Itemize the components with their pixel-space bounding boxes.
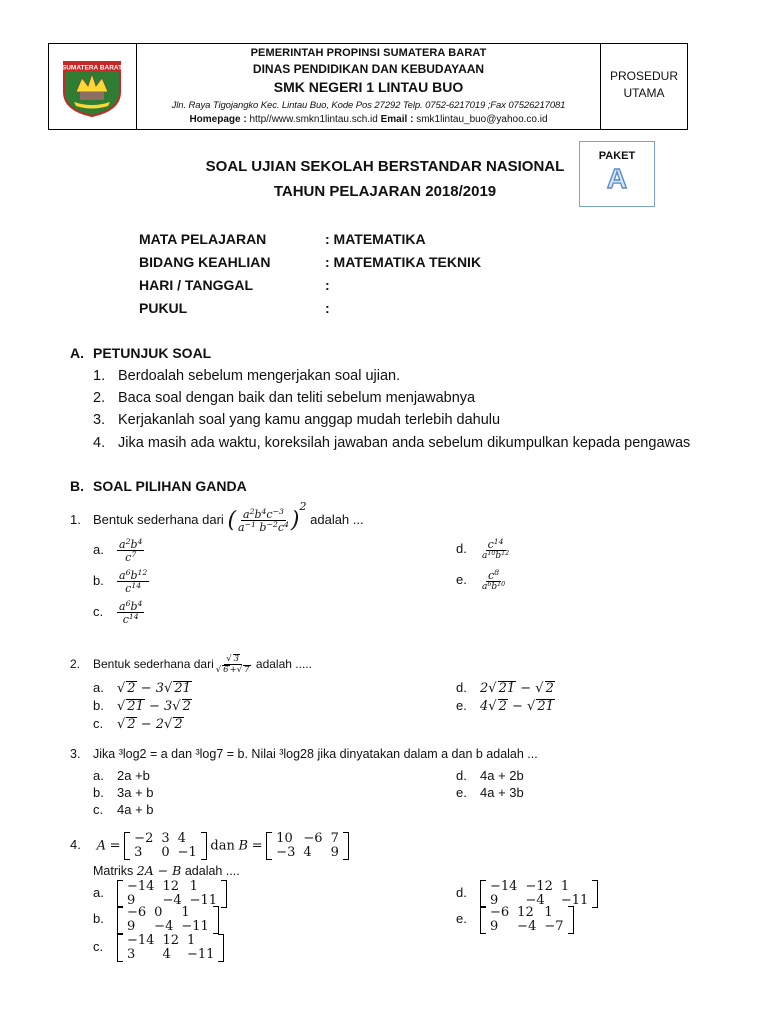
option-e[interactable]: e. −6 12 1 9 −4 −7 [456,906,574,934]
question-2 [70,654,312,676]
header-line2: DINAS PENDIDIKAN DAN KEBUDAYAAN [252,62,485,76]
option-letter: a. [93,768,104,783]
question-text: dan [210,838,235,854]
info-value: : [325,300,330,316]
info-label: HARI / TANGGAL [139,277,254,293]
instruction-item [93,412,500,428]
option-text: 2a +b [117,768,150,783]
option-e[interactable]: e. 4√ 2 − √ 21 [456,698,554,714]
section-b-heading [70,478,247,494]
option-letter: e. [456,785,467,800]
matrix-a: −2 3 4 3 0 −1 [124,832,207,860]
school-address: Jln. Raya Tigojangko Kec. Lintau Buo, Kode Pos 27292 Telp. 0752-6217019 ;Fax 07526217081 [171,100,566,111]
option-b[interactable]: b. √ 21 − 3√ 2 [93,698,191,714]
option-c[interactable]: c. √ 2 − 2√ 2 [93,716,183,732]
instruction-item [93,368,400,384]
option-text: 3a + b [117,785,154,800]
item-number: 3. [93,412,106,428]
section-a-heading [70,345,211,361]
contact-line [137,114,600,125]
info-value: : MATEMATIKA TEKNIK [325,254,482,270]
option-letter: d. [456,768,467,783]
email-link[interactable]: smk1lintau_buo@yahoo.co.id [416,114,548,125]
info-value: : MATEMATIKA [325,231,426,247]
section-letter: B. [70,478,84,494]
question-number: 1. [70,512,81,527]
option-e[interactable] [456,785,524,800]
option-d[interactable] [456,768,524,783]
question-4: 4. A = −2 3 4 3 0 −1 dan B = 10 −6 7 −3 4 9 [70,832,349,860]
math-expression: $\frac{√ 3}{√ 6+√ 7}$ [215,654,250,676]
option-c[interactable]: c. −14 12 1 3 4 −11 [93,934,224,962]
option-b[interactable]: b. $\frac{a^6b^{12}}{c^{14}}$ [93,568,148,596]
question-3 [70,747,538,761]
email-label: Email : [380,114,414,125]
logo-cell [49,44,137,129]
letterhead [48,43,688,130]
logo-text: SUMATERA BARAT [62,64,122,72]
paket-letter: A [606,163,628,194]
paket-label: PAKET [598,150,636,162]
info-label: BIDANG KEAHLIAN [139,254,271,270]
homepage-label: Homepage : [189,114,247,125]
option-a[interactable]: a. −14 12 1 9 −4 −11 [93,880,227,908]
question-4-subtext: Matriks 2A − B adalah .... [93,863,240,878]
item-text: Kerjakanlah soal yang kamu anggap mudah terlebih dahulu [118,412,501,428]
question-text: adalah .... [184,864,240,878]
option-letter: c. [93,802,104,817]
option-e[interactable]: e. $\frac{c^8}{a^6b^{10}}$ [456,568,506,593]
item-number: 1. [93,368,106,384]
question-1: 1. Bentuk sederhana dari ( $\frac{a^2b^4c^{-3}}{a^{-1} b^{-2}c^4}$ )$^2$ adalah ... [70,500,364,534]
section-letter: A. [70,345,84,361]
option-b[interactable] [93,785,154,800]
question-number: 3. [70,747,81,761]
exam-year: TAHUN PELAJARAN 2018/2019 [273,183,497,200]
question-text: adalah ..... [255,657,312,672]
option-a[interactable]: a. √ 2 − 3√ 21 [93,680,191,696]
option-d[interactable]: d. −14 −12 1 9 −4 −11 [456,880,598,908]
header-line1: PEMERINTAH PROPINSI SUMATERA BARAT [250,47,487,59]
procedure-cell [600,44,687,129]
math-expression: $\frac{a^2b^4c^{-3}}{a^{-1} b^{-2}c^4}$ [238,506,289,534]
section-title: PETUNJUK SOAL [93,345,212,361]
homepage-link[interactable]: http//www.smkn1lintau.sch.id [249,114,378,125]
question-number: 2. [70,657,81,672]
item-text: Berdoalah sebelum mengerjakan soal ujian. [118,368,401,384]
item-text: Jika masih ada waktu, koreksilah jawaban anda sebelum dikumpulkan kepada pengawas [118,435,691,451]
question-number: 4. [70,837,81,853]
sumatera-barat-logo-icon [62,56,122,118]
section-title: SOAL PILIHAN GANDA [93,478,247,494]
instruction-item [93,435,690,451]
option-b[interactable]: b. −6 0 1 9 −4 −11 [93,906,219,934]
matrix-b: 10 −6 7 −3 4 9 [266,832,349,860]
item-text: Baca soal dengan baik dan teliti sebelum menjawabnya [118,390,476,406]
question-text: Jika ³log2 = a dan ³log7 = b. Nilai ³log28 jika dinyatakan dalam a dan b adalah ... [93,747,538,761]
option-c[interactable]: c. $\frac{a^6b^4}{c^{14}}$ [93,599,143,627]
procedure-line1: PROSEDUR [609,69,678,83]
procedure-line2: UTAMA [623,86,665,100]
option-d[interactable]: d. 2√ 21 − √ 2 [456,680,554,696]
option-letter: b. [93,785,104,800]
option-a[interactable] [93,768,150,783]
info-label: PUKUL [139,300,188,316]
instruction-item [93,390,475,406]
question-text: Matriks [93,864,134,878]
option-c[interactable] [93,802,154,817]
item-number: 4. [93,435,106,451]
option-text: 4a + b [117,802,154,817]
option-a[interactable]: a. $\frac{a^2b^4}{c^7}$ [93,537,143,565]
option-d[interactable]: d. $\frac{c^{14}}{a^{10}b^{12}}$ [456,537,510,562]
info-label: MATA PELAJARAN [139,231,267,247]
info-value: : [325,277,330,293]
question-text: adalah ... [310,512,364,527]
question-text: Bentuk sederhana dari [93,657,214,672]
option-text: 4a + 2b [480,768,524,783]
option-text: 4a + 3b [480,785,524,800]
exam-title: SOAL UJIAN SEKOLAH BERSTANDAR NASIONAL [205,158,565,175]
question-text: Bentuk sederhana dari [93,512,224,527]
school-name: SMK NEGERI 1 LINTAU BUO [273,79,464,95]
item-number: 2. [93,390,106,406]
